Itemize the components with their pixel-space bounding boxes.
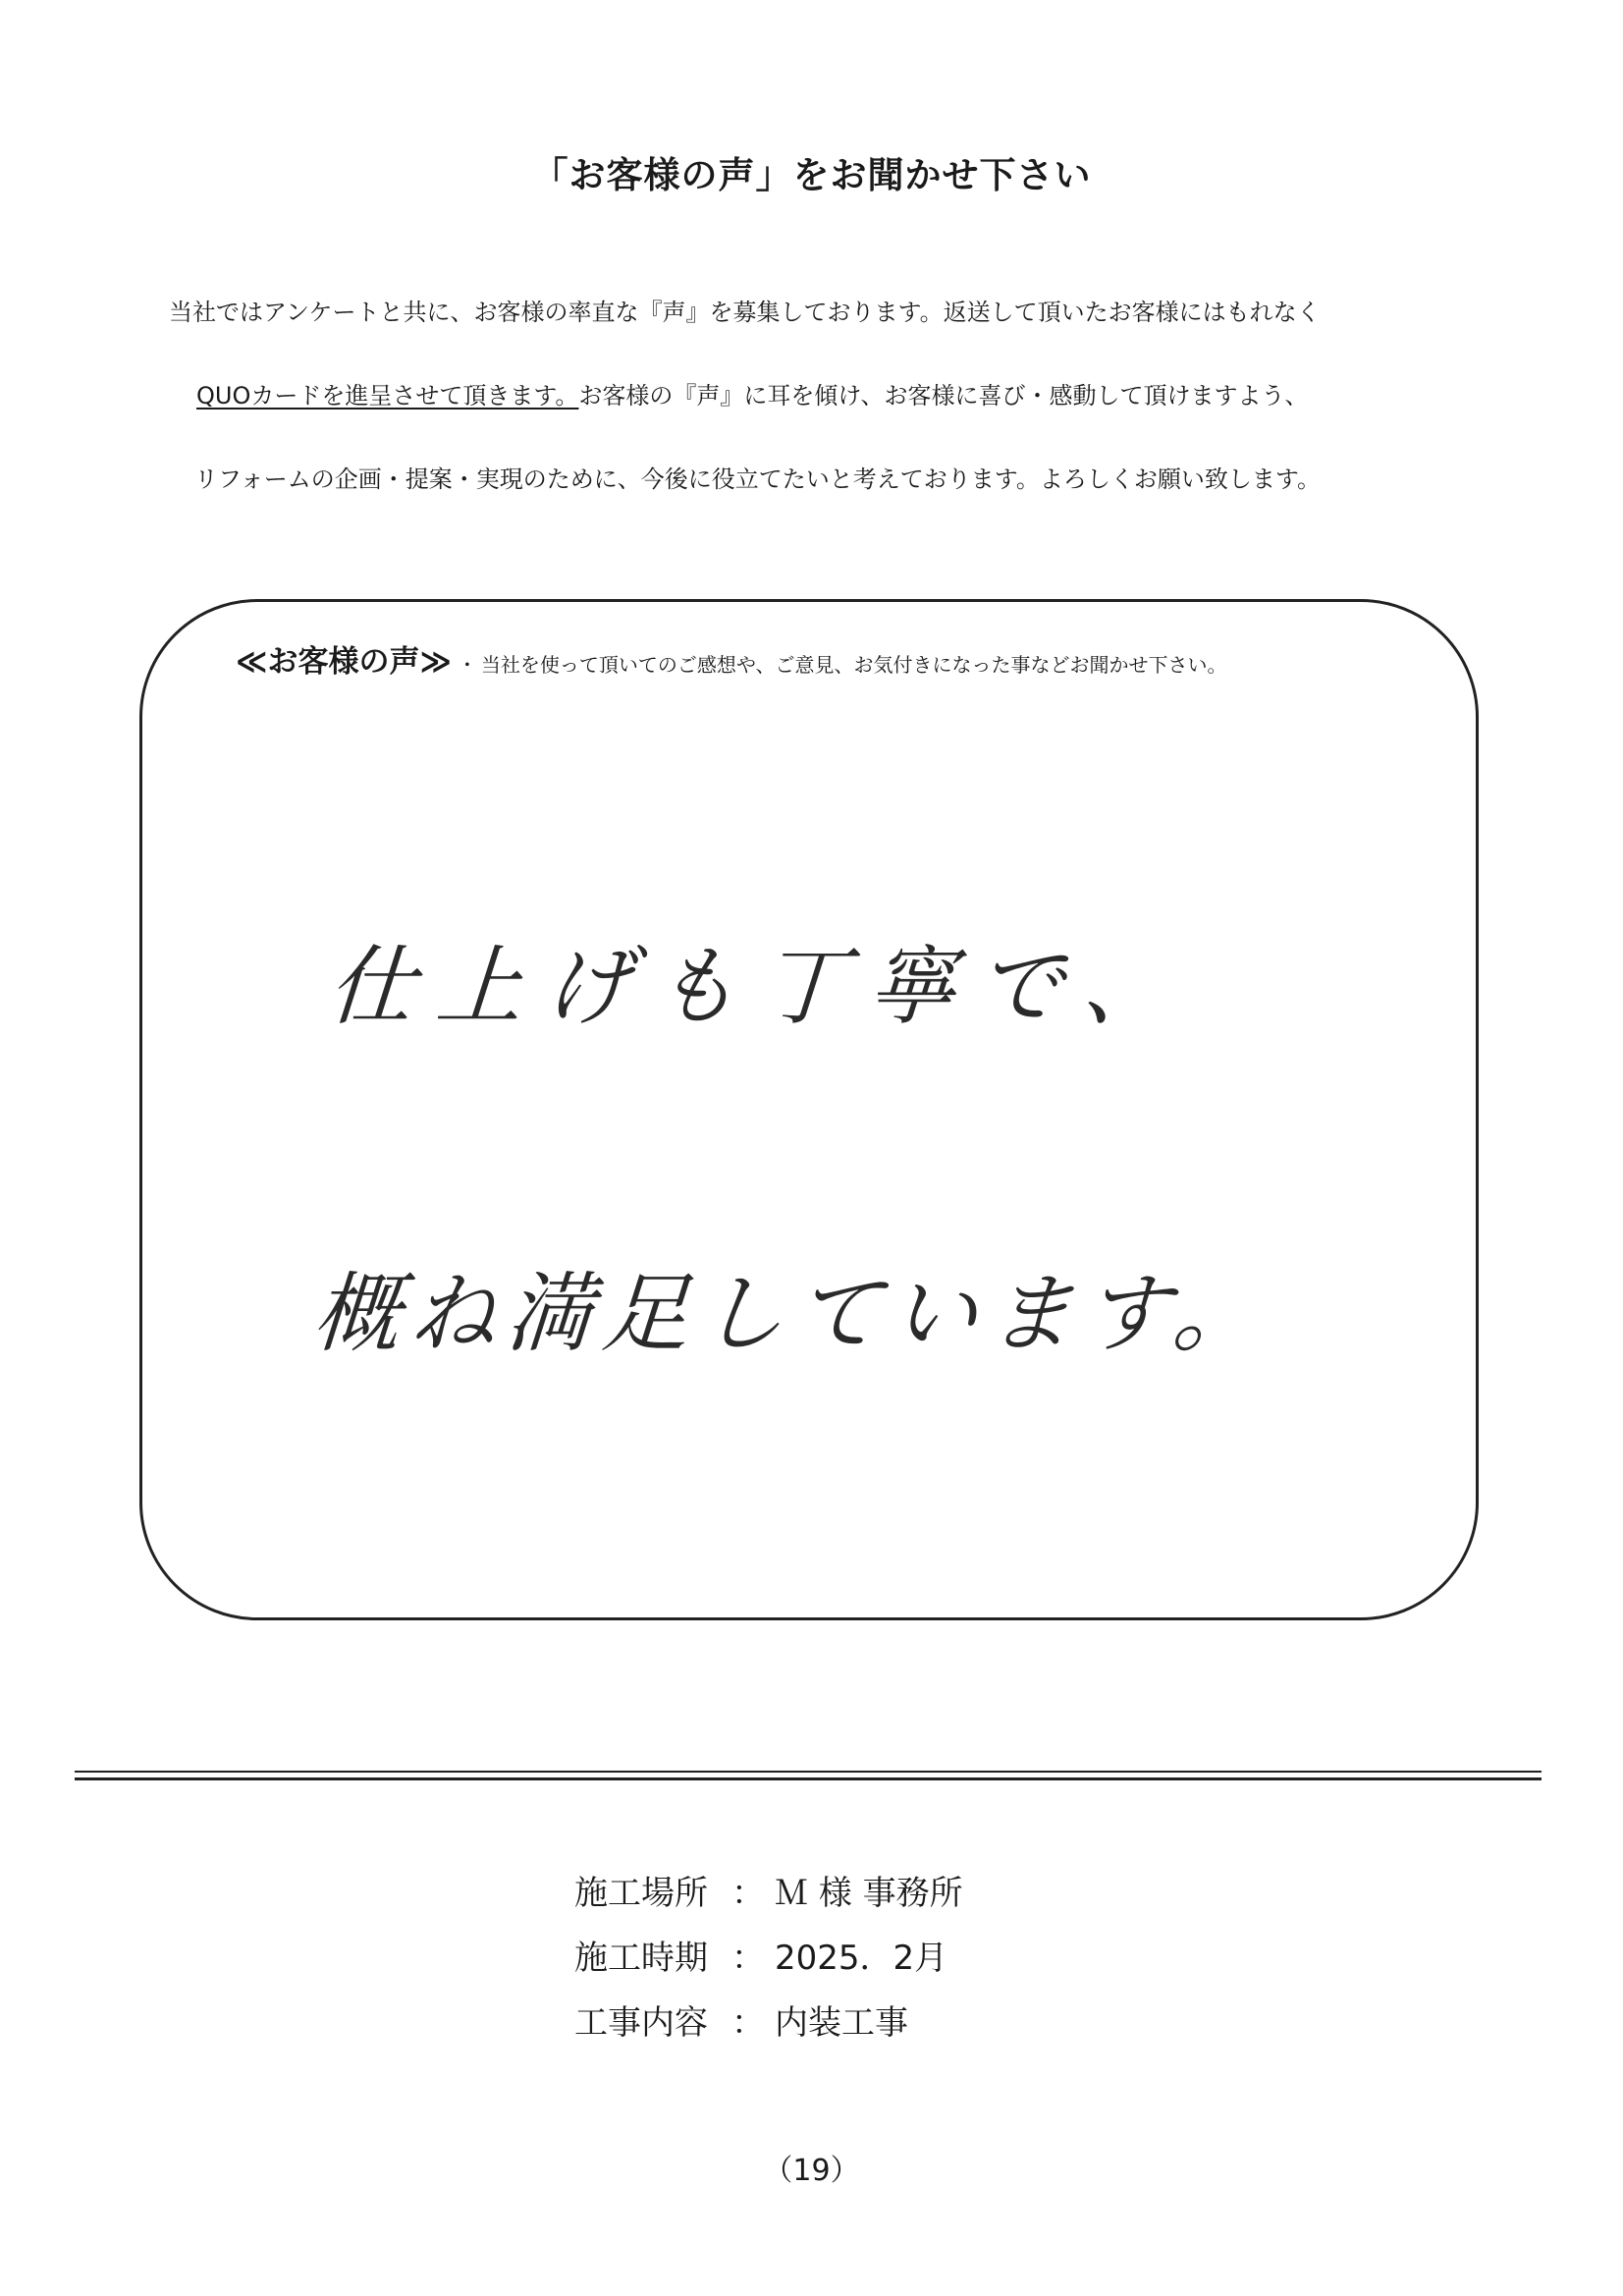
divider-line (75, 1777, 1542, 1780)
detail-separator: ： (731, 1874, 765, 1913)
detail-label: 施工時期 (574, 1939, 708, 1978)
detail-construction-period (574, 1931, 947, 1979)
detail-separator: ： (731, 2003, 765, 2043)
handwritten-comment-line-1: 仕上げも丁寧で、 (324, 936, 1195, 1037)
detail-label: 工事内容 (574, 2003, 708, 2043)
handwritten-comment-line-2: 概ね満足しています。 (309, 1263, 1273, 1364)
detail-value: Ｍ 様 事務所 (775, 1874, 963, 1913)
divider-line (75, 1771, 1542, 1773)
voice-box-header (236, 636, 1227, 681)
page-number: （19） (763, 2154, 860, 2188)
intro-line-3: リフォームの企画・提案・実現のために、今後に役立てたいと考えております。よろしくお願い致します。 (194, 465, 1321, 493)
intro-line-1: 当社ではアンケートと共に、お客様の率直な『声』を募集しております。返送して頂いたお客様にはもれなく (169, 299, 1321, 326)
detail-label: 施工場所 (574, 1874, 708, 1913)
voice-box-label: ≪お客様の声≫ (236, 644, 452, 680)
quo-card-notice: QUOカードを進呈させて頂きます。 (196, 382, 579, 410)
detail-value: 内装工事 (775, 2003, 908, 2043)
voice-box-bullet: ・ (457, 653, 477, 677)
customer-voice-box (139, 599, 1479, 1620)
voice-box-prompt: 当社を使って頂いてのご感想や、ご意見、お気付きになった事などお聞かせ下さい。 (480, 653, 1227, 677)
detail-separator: ： (731, 1939, 765, 1978)
detail-work-content (574, 1995, 908, 2044)
detail-construction-site (574, 1866, 963, 1914)
detail-value: 2025．2月 (775, 1939, 948, 1978)
intro-line-2 (196, 376, 1492, 410)
intro-line-2-rest: お客様の『声』に耳を傾け、お客様に喜び・感動して頂けますよう、 (578, 382, 1309, 410)
page-title: 「お客様の声」をお聞かせ下さい (531, 154, 1092, 196)
